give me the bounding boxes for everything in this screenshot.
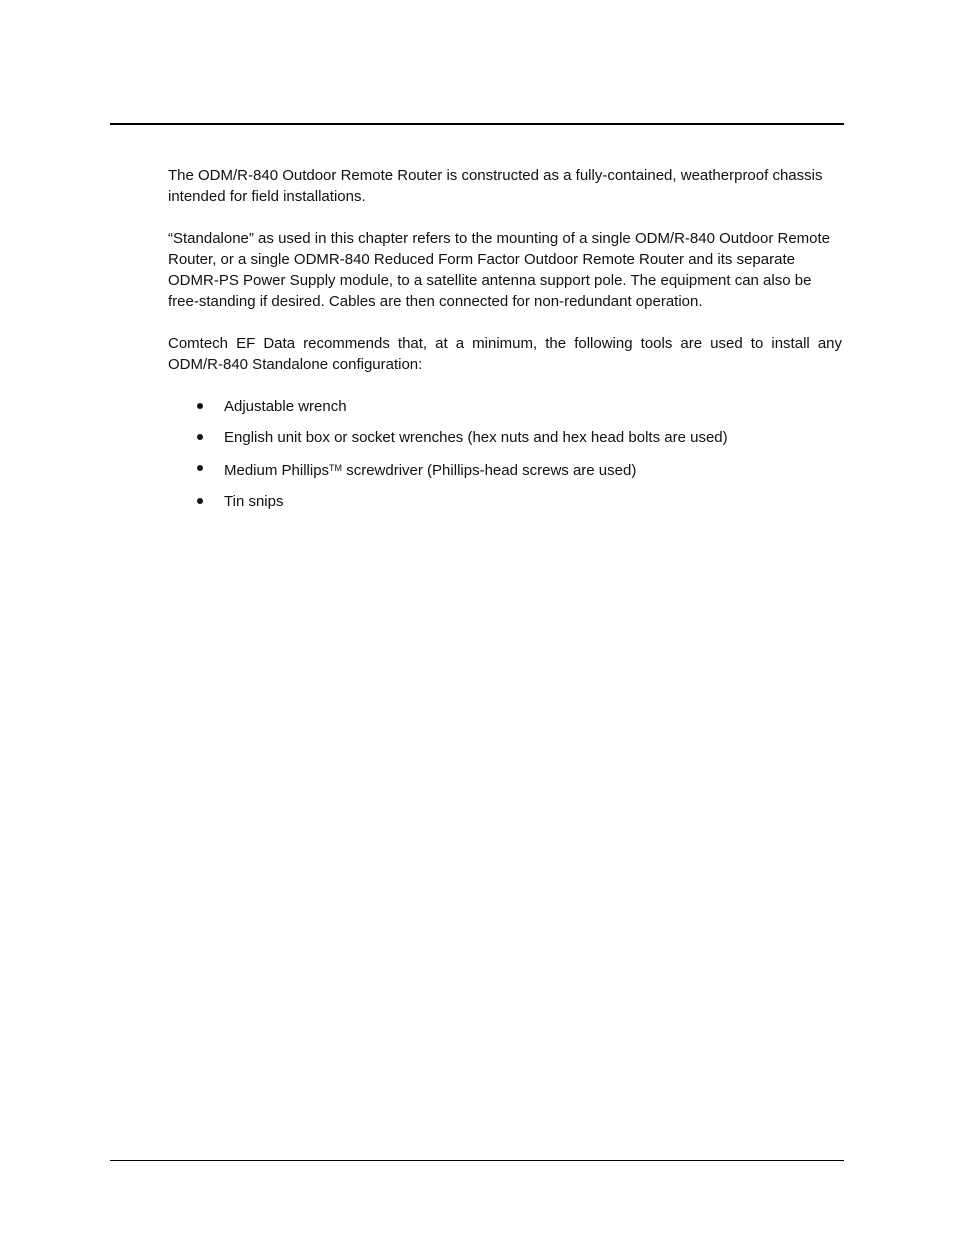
tools-intro-paragraph: Comtech EF Data recommends that, at a minimum, the following tools are used to install any ODM/R-840 Standalone configuration: — [168, 335, 842, 373]
list-item-text: English unit box or socket wrenches (hex nuts and hex head bolts are used) — [224, 429, 728, 446]
list-item-text: Adjustable wrench — [224, 398, 347, 415]
list-item — [168, 396, 842, 417]
bullet-icon — [197, 498, 203, 504]
list-item — [168, 427, 842, 448]
list-item — [168, 491, 842, 512]
list-item-text: Tin snips — [224, 493, 284, 510]
list-item-text: Medium Phillips — [224, 462, 330, 479]
bullet-icon — [197, 465, 203, 471]
document-body — [168, 165, 842, 522]
tools-list — [168, 396, 842, 512]
bullet-icon — [197, 403, 203, 409]
list-item-text-continued: screwdriver (Phillips-head screws are used) — [342, 462, 637, 479]
header-rule — [110, 123, 844, 125]
footer-rule — [110, 1160, 844, 1161]
bullet-icon — [197, 434, 203, 440]
intro-paragraph: The ODM/R-840 Outdoor Remote Router is constructed as a fully-contained, weatherproof chassis intended for field installations. — [168, 167, 823, 205]
standalone-definition-paragraph: “Standalone” as used in this chapter refers to the mounting of a single ODM/R-840 Outdoor Remote Router, or a single ODMR-840 Reduced Form Factor Outdoor Remote Router and its separate ODMR-PS Power Supply module, to a satellite antenna support pole. The equipment can also be free-standing if desired. Cables are then connected for non-redundant operation. — [168, 230, 831, 310]
list-item — [168, 458, 842, 481]
trademark-mark: TM — [329, 463, 343, 473]
